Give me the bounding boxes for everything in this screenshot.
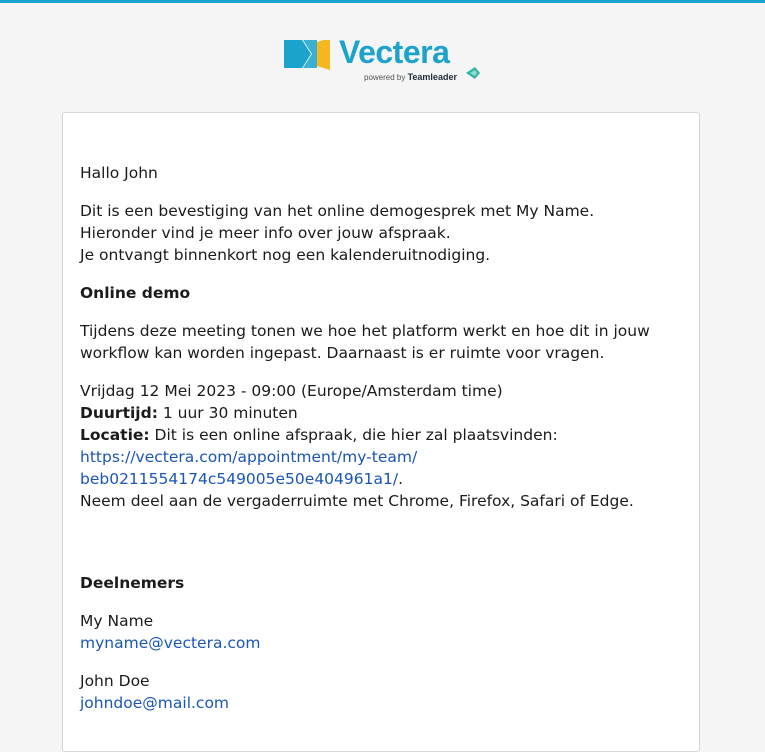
duration-value: 1 uur 30 minuten	[162, 404, 298, 422]
duration-row	[80, 402, 690, 424]
meeting-link-row	[80, 446, 690, 468]
email-card	[62, 112, 700, 752]
participant-item	[80, 670, 690, 714]
participants-title: Deelnemers	[80, 574, 185, 592]
appointment-datetime: Vrijdag 12 Mei 2023 - 09:00 (Europe/Amsterdam time)	[80, 382, 503, 400]
brand-name: Vectera	[339, 34, 450, 70]
teamleader-arrow-icon	[466, 67, 480, 79]
participant-item	[80, 610, 690, 654]
powered-brand: Teamleader	[407, 72, 457, 82]
meeting-link-row	[80, 468, 690, 490]
browser-note: Neem deel aan de vergaderruimte met Chrome, Firefox, Safari of Edge.	[80, 492, 634, 510]
description-line: workflow kan worden ingepast. Daarnaast is er ruimte voor vragen.	[80, 344, 605, 362]
intro-line: Hieronder vind je meer info over jouw afspraak.	[80, 224, 451, 242]
vectera-logo	[284, 36, 484, 86]
vectera-mark-icon	[284, 40, 332, 70]
description-line: Tijdens deze meeting tonen we hoe het platform werkt en hoe dit in jouw	[80, 322, 650, 340]
meeting-link-part1[interactable]: https://vectera.com/appointment/my-team/	[80, 448, 418, 466]
participant-email-link[interactable]: myname@vectera.com	[80, 634, 261, 652]
link-suffix: .	[398, 470, 404, 488]
description-paragraph	[80, 320, 690, 364]
greeting: Hallo John	[80, 164, 158, 182]
duration-label: Duurtijd:	[80, 404, 158, 422]
location-label: Locatie:	[80, 426, 150, 444]
location-value: Dit is een online afspraak, die hier zal plaatsvinden:	[154, 426, 558, 444]
powered-prefix: powered by	[364, 73, 406, 82]
top-accent-bar	[0, 0, 765, 3]
intro-paragraph	[80, 200, 690, 266]
email-content	[80, 162, 690, 714]
participant-name: My Name	[80, 612, 154, 630]
participant-name: John Doe	[80, 672, 150, 690]
intro-line: Je ontvangt binnenkort nog een kalenderuitnodiging.	[80, 246, 491, 264]
appointment-details	[80, 380, 690, 512]
powered-by-text	[364, 72, 457, 82]
intro-line: Dit is een bevestiging van het online demogesprek met My Name.	[80, 202, 595, 220]
meeting-link-part2[interactable]: beb0211554174c549005e50e404961a1/	[80, 470, 399, 488]
section-title: Online demo	[80, 284, 191, 302]
location-row	[80, 424, 690, 446]
participant-email-link[interactable]: johndoe@mail.com	[80, 694, 230, 712]
